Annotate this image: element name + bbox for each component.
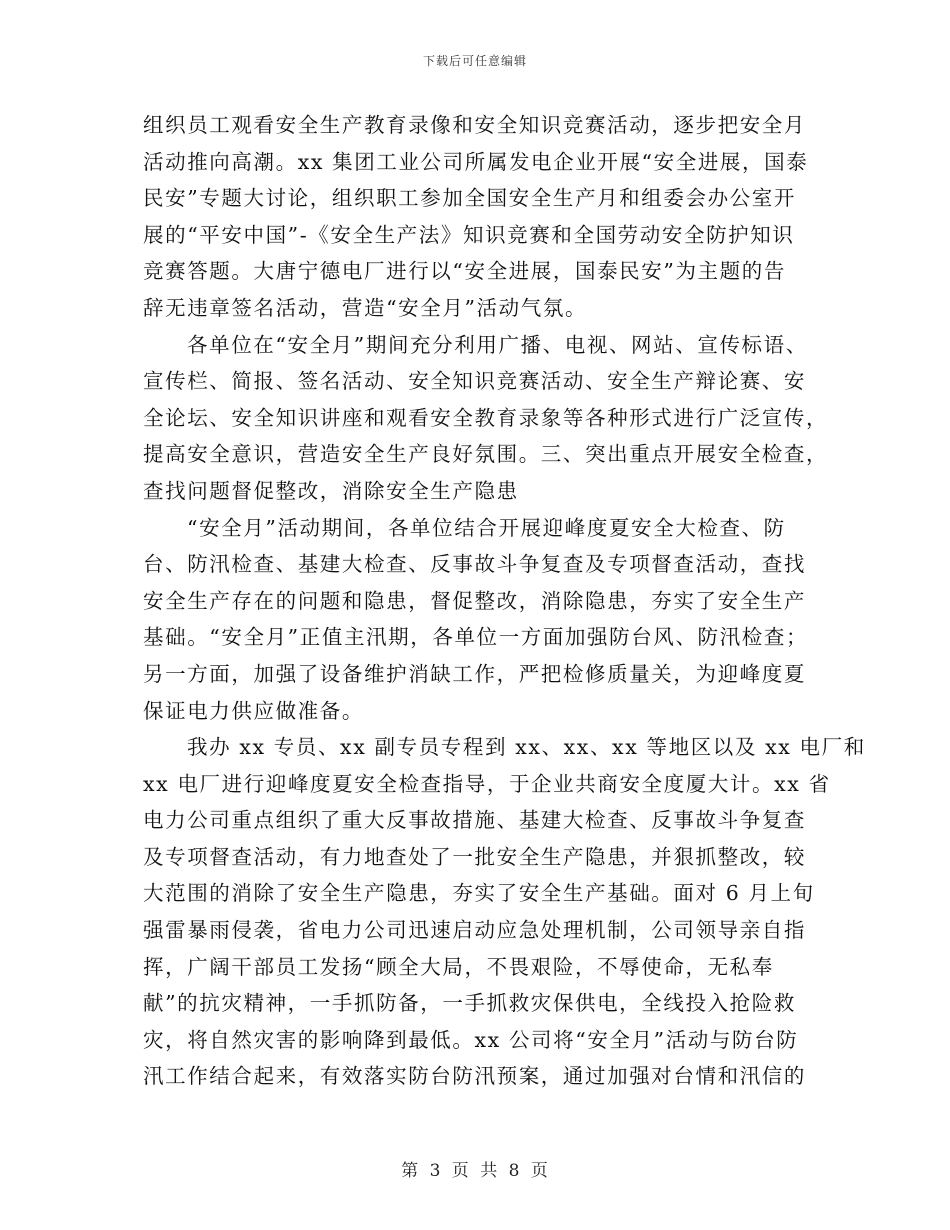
text-line: 基础。“安全月”正值主汛期，各单位一方面加强防台风、防汛检查； — [143, 625, 809, 650]
text-line: 辞无违章签名活动，营造“安全月”活动气氛。 — [143, 295, 588, 320]
page-number-footer: 第 3 页 共 8 页 — [401, 1161, 549, 1181]
text-line: 汛工作结合起来，有效落实防台防汛预案，通过加强对台情和汛信的 — [143, 1064, 806, 1089]
text-line: 我办 xx 专员、xx 副专员专程到 xx、xx、xx 等地区以及 xx 电厂和 — [187, 735, 866, 760]
text-line: 电力公司重点组织了重大反事故措施、基建大检查、反事故斗争复查 — [143, 808, 806, 833]
document-body — [143, 107, 866, 1095]
text-line: 挥，广阔干部员工发扬“顾全大局，不畏艰险，不辱使命，无私奉 — [143, 954, 774, 979]
text-line: 民安”专题大讨论，组织职工参加全国安全生产月和组委会办公室开 — [143, 186, 796, 211]
text-line: 活动推向高潮。xx 集团工业公司所属发电企业开展“安全进展，国泰 — [143, 149, 809, 174]
text-line: 展的“平安中国”-《安全生产法》知识竞赛和全国劳动安全防护知识 — [143, 222, 795, 247]
text-line: xx 电厂进行迎峰度夏安全检查指导，于企业共商安全度厦大计。xx 省 — [143, 771, 831, 796]
text-line: 竞赛答题。大唐宁德电厂进行以“安全进展，国泰民安”为主题的告 — [143, 259, 786, 284]
text-line: 组织员工观看安全生产教育录像和安全知识竞赛活动，逐步把安全月 — [143, 113, 806, 137]
text-line: 查找问题督促整改，消除安全生产隐患 — [143, 478, 519, 503]
text-line: 宣传栏、简报、签名活动、安全知识竞赛活动、安全生产辩论赛、安 — [143, 369, 806, 394]
text-line: 保证电力供应做准备。 — [143, 698, 364, 723]
page-header-note: 下载后可任意编辑 — [422, 54, 527, 68]
text-line: 及专项督查活动，有力地查处了一批安全生产隐患，并狠抓整改，较 — [143, 844, 806, 869]
text-line: “安全月”活动期间，各单位结合开展迎峰度夏安全大检查、防 — [187, 515, 786, 540]
text-line: 另一方面，加强了设备维护消缺工作，严把检修质量关，为迎峰度夏 — [143, 661, 806, 686]
text-line: 提高安全意识，营造安全生产良好氛围。三、突出重点开展安全检查， — [143, 442, 829, 467]
text-line: 献”的抗灾精神，一手抓防备，一手抓救灾保供电，全线投入抢险救 — [143, 991, 796, 1016]
text-line: 灾，将自然灾害的影响降到最低。xx 公司将“安全月”活动与防台防 — [143, 1027, 799, 1052]
text-line: 各单位在“安全月”期间充分利用广播、电视、网站、宣传标语、 — [187, 332, 808, 357]
text-line: 全论坛、安全知识讲座和观看安全教育录象等各种形式进行广泛宣传， — [143, 405, 829, 430]
text-line: 强雷暴雨侵袭，省电力公司迅速启动应急处理机制，公司领导亲自指 — [143, 918, 806, 943]
text-line: 大范围的消除了安全生产隐患，夯实了安全生产基础。面对 6 月上旬 — [143, 881, 815, 906]
text-line: 台、防汛检查、基建大检查、反事故斗争复查及专项督查活动，查找 — [143, 552, 806, 577]
text-line: 安全生产存在的问题和隐患，督促整改，消除隐患，夯实了安全生产 — [143, 588, 806, 613]
